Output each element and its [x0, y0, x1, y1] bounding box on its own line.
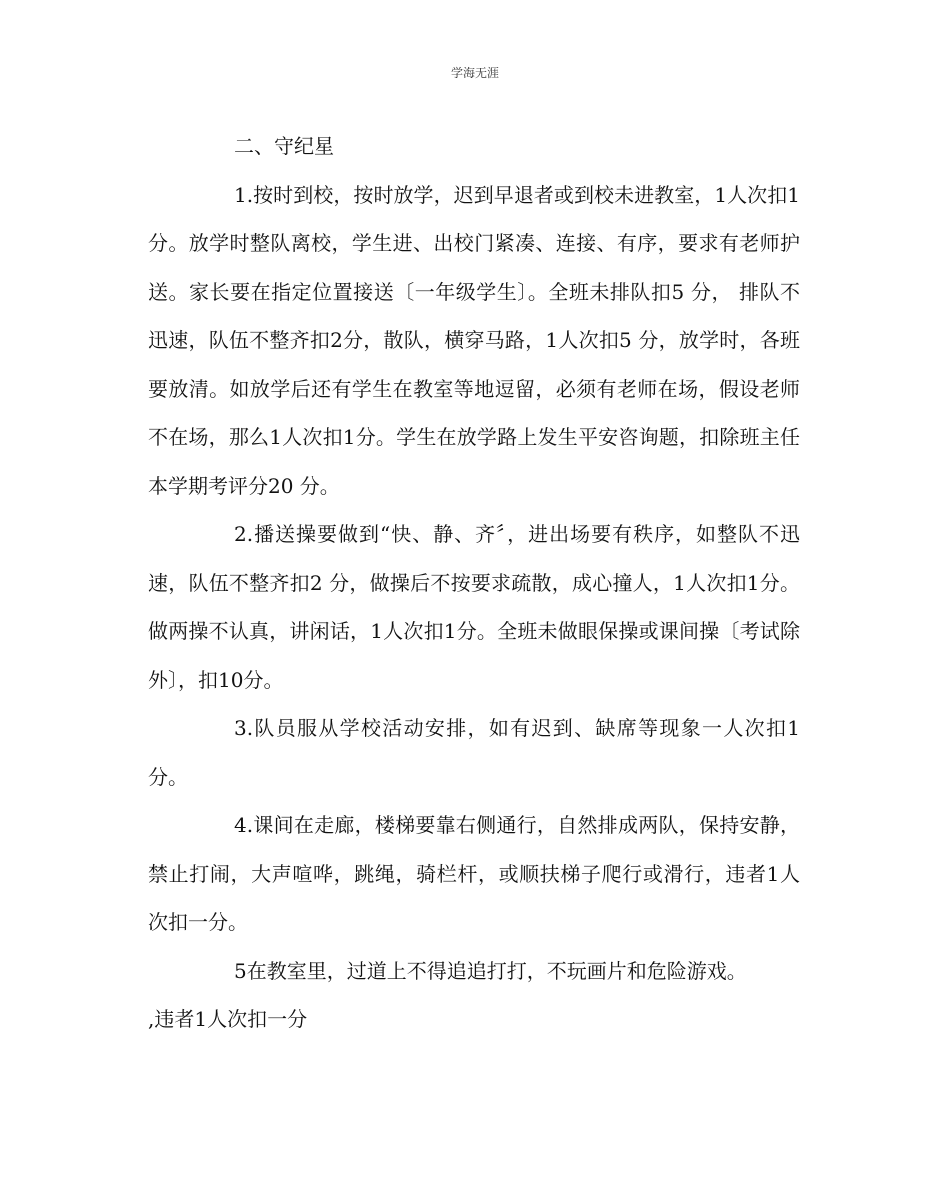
rule-paragraph-2: 2.播送操要做到“快、静、齐〞，进出场要有秩序，如整队不迅速，队伍不整齐扣2 分，做操后不按要求疏散，成心撞人，1人次扣1分。做两操不认真，讲闲话，1人次扣1分。全班未做眼保操或课间操〔考试除外〕，扣10分。 [148, 522, 800, 692]
rule-paragraph-5: 5在教室里，过道上不得追追打打，不玩画片和危险游戏。 [234, 958, 747, 983]
rule-paragraph-3: 3.队员服从学校活动安排，如有迟到、缺席等现象一人次扣1分。 [148, 716, 800, 789]
rule-paragraph-1: 1.按时到校，按时放学，迟到早退者或到校未进教室，1人次扣1分。放学时整队离校，学生进、出校门紧凑、连接、有序，要求有老师护送。家长要在指定位置接送〔一年级学生〕。全班未排队扣5 分， 排队不迅速，队伍不整齐扣2分，散队，横穿马路，1人次扣5 分，放学时，各班要放清。如放学后还有学生在教室等地逗留，必须有老师在场，假设老师不在场，那么1人次扣1分。学生在放学路上发生平安咨询题，扣除班主任本学期考评分20 分。 [148, 182, 800, 498]
section-heading: 二、守纪星 [234, 134, 334, 158]
document-body [148, 122, 800, 1044]
trailing-line: ,违者1人次扣一分 [148, 1007, 308, 1031]
rule-paragraph-4: 4.课间在走廊，楼梯要靠右侧通行，自然排成两队，保持安静，禁止打闹，大声喧哗，跳绳，骑栏杆，或顺扶梯子爬行或滑行，违者1人次扣一分。 [148, 813, 800, 934]
page-header: 学海无涯 [450, 66, 499, 80]
